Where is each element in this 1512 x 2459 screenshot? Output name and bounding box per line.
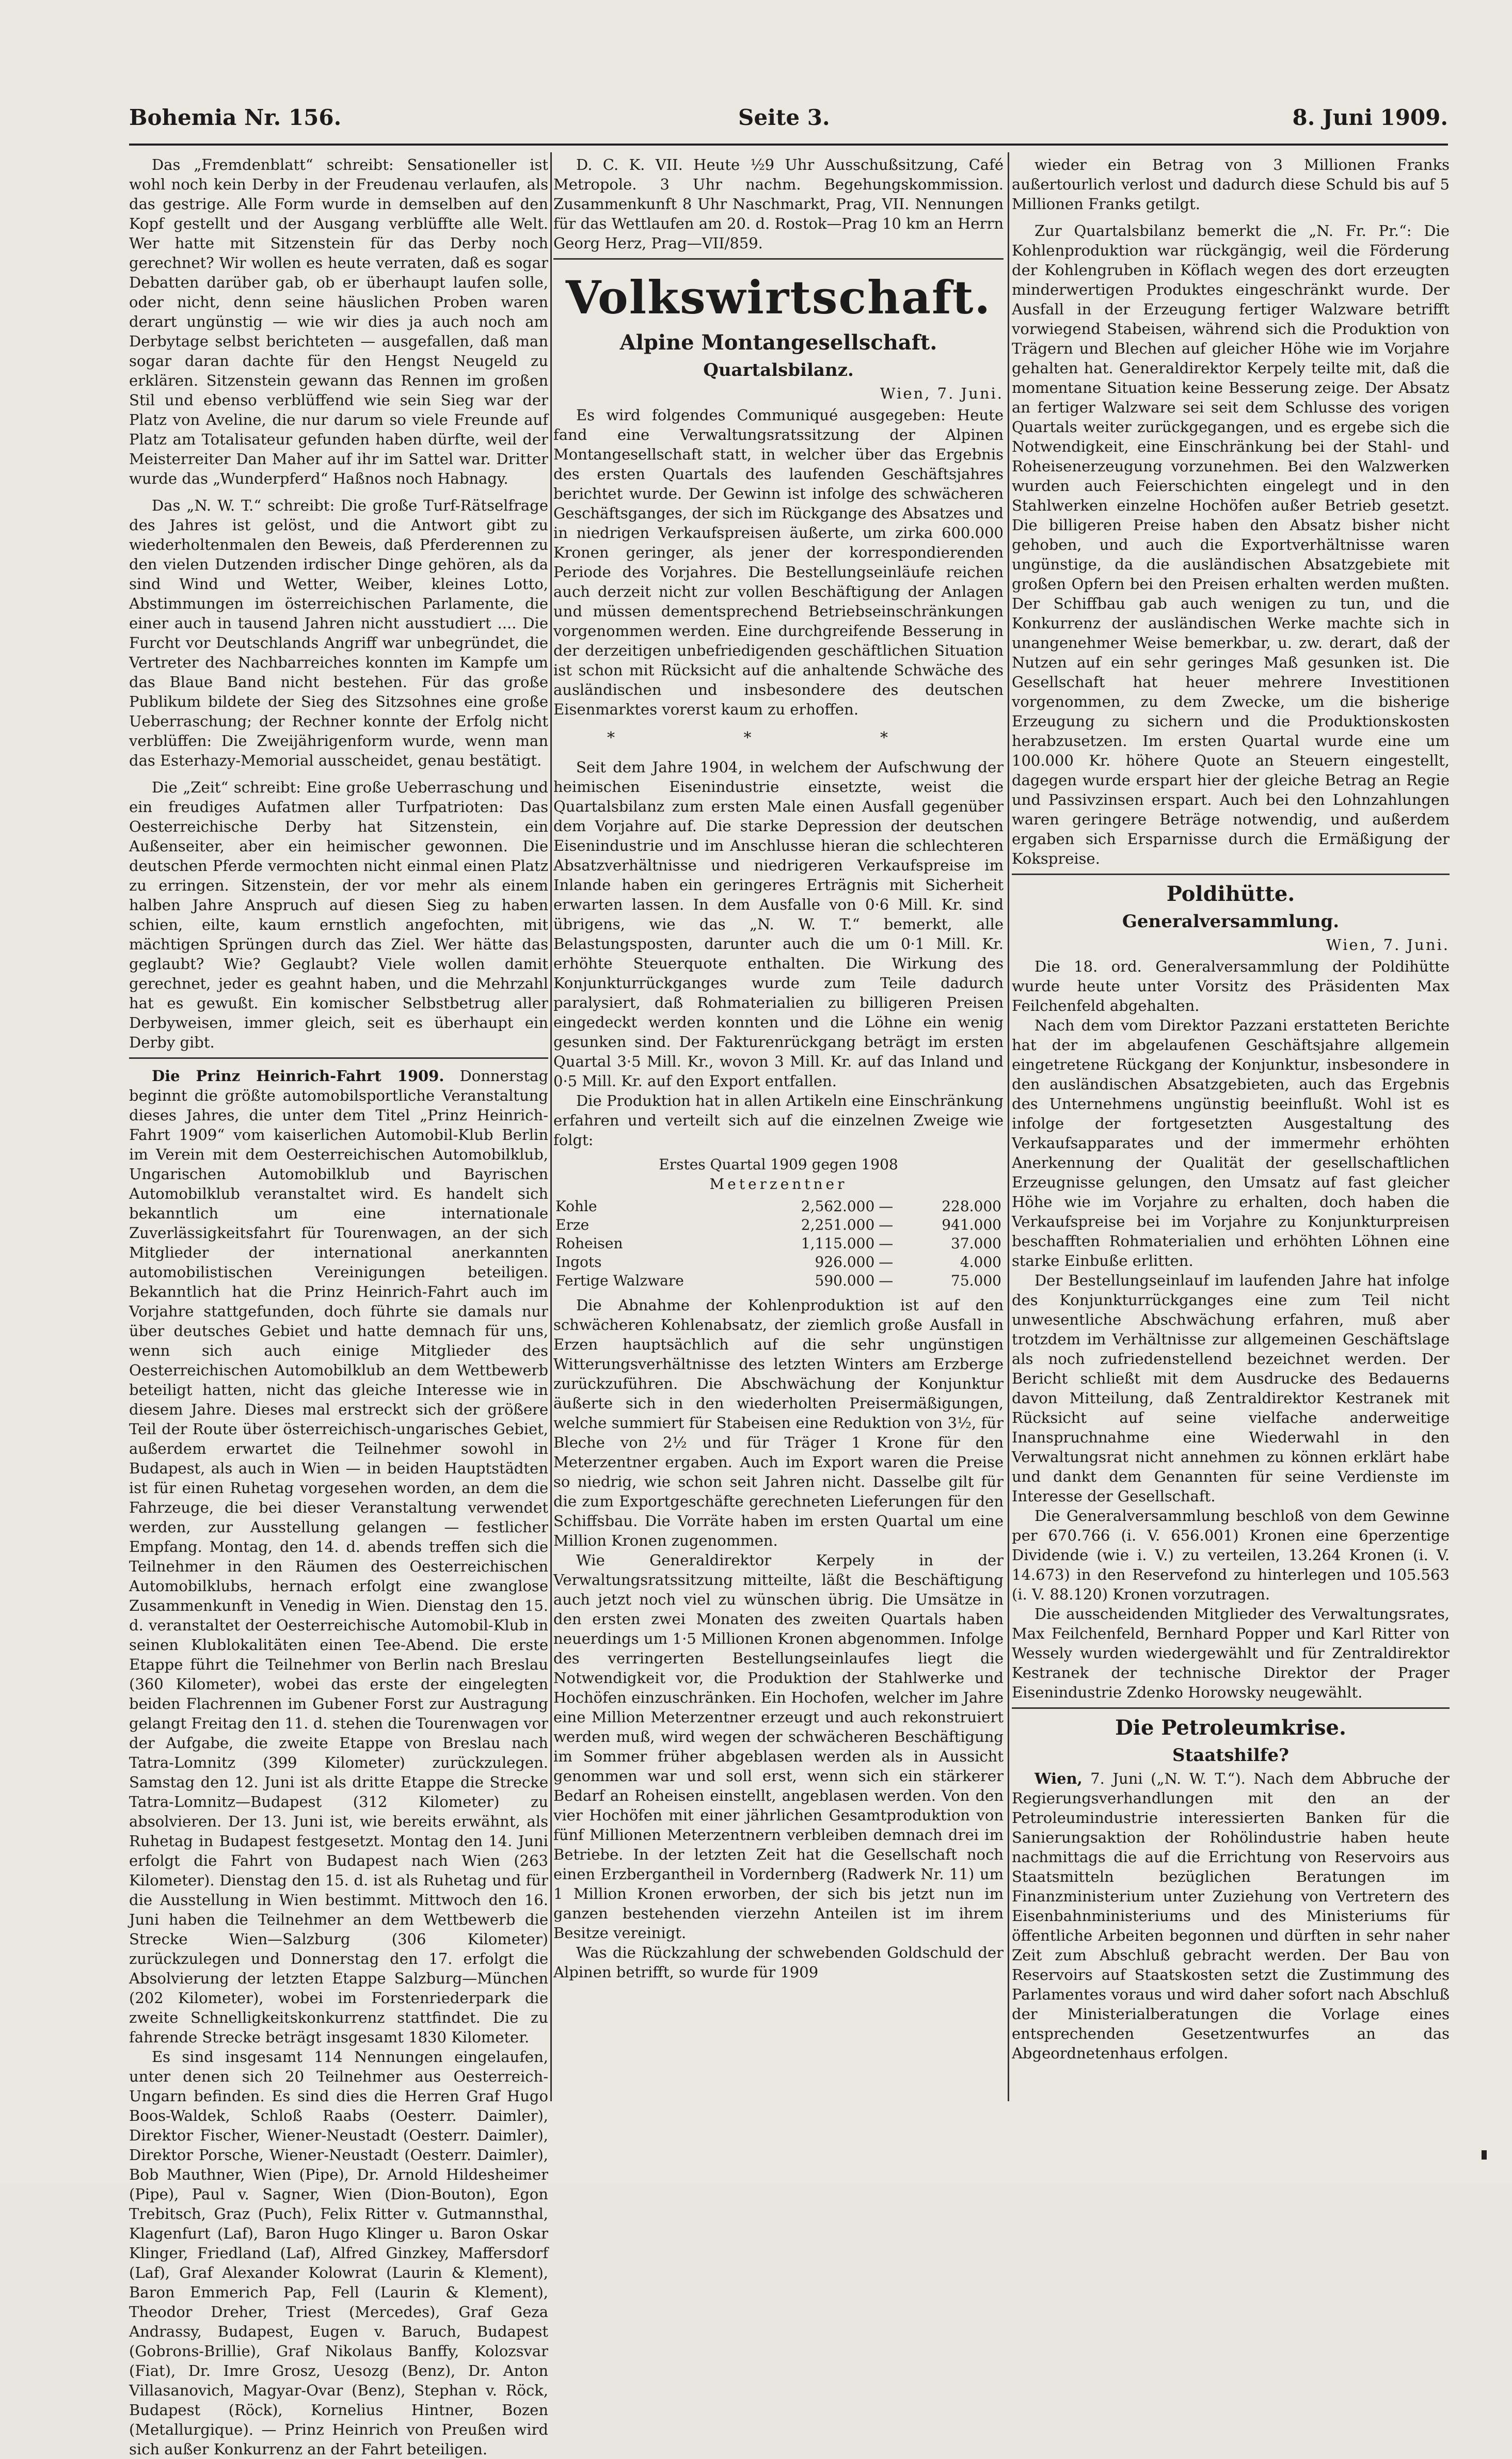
headline-poldihuette: Poldihütte. [1166, 882, 1295, 906]
alpine-production-intro: Die Produktion hat in allen Artikeln eine Einschränkung erfahren und verteilt sich auf die einzelnen Zweige wie folgt: [553, 1092, 1004, 1149]
poldi-p1: Die 18. ord. Generalversammlung der Poldihütte wurde heute unter Vorsitz des Präsidenten Max Feilchenfeld abgehalten. [1012, 958, 1450, 1014]
row-diff: 37.000 [951, 1235, 1001, 1252]
article-prinz-heinrich [129, 1066, 548, 2047]
section-title-volkswirtschaft: Volkswirtschaft. [565, 271, 992, 324]
column-divider-1 [550, 152, 552, 2101]
row-dash: — [879, 1198, 894, 1215]
alpine-nfp: Zur Quartalsbilanz bemerkt die „N. Fr. Pr.“: Die Kohlenproduktion war rückgängig, weil die Förderung der Kohlengruben in Köflach wegen des dort erzeugten minderwertigen Produktes eingeschränkt wurde. Der Ausfall in der Erzeugung fertiger Walzware betrifft vorwiegend Stabeisen, während sich die Produktion von Trägern und Blechen auf gleicher Höhe wie im Vorjahre gehalten hat. Generaldirektor Kerpely teilte mit, daß die momentane Situation keine Besserung zeige. Der Absatz an fertiger Walzware sei seit dem Schlusse des vorigen Quartals weiter zurückgegangen, und es ergebe sich die Notwendigkeit, eine Einschränkung bei der Stahl- und Roheisenerzeugung vorzunehmen. Bei den Walzwerken wurden auch Feierschichten eingelegt und in den Stahlwerken einzelne Hochöfen außer Betrieb gesetzt. Die billigeren Preise haben den Absatz bisher nicht gehoben, und auch die Exportverhältnisse waren ungünstige, da die ausländischen Absatzgebiete mit großen Opfern bei den Preisen erhalten werden mußten. Der Schiffbau gab auch wenigen zu tun, und die Konkurrenz der ausländischen Werke machte sich in unangenehmer Weise bemerkbar, u. zw. derart, daß der Nutzen auf ein sehr geringes Maß gesunken ist. Die Gesellschaft hat heuer mehrere Investitionen vorgenommen, zu dem Zwecke, um die bisherige Erzeugung zu sichern und die Produktionskosten herabzusetzen. Im ersten Quartal wurde eine um 100.000 Kr. höhere Quote an Steuern eingestellt, dagegen wurde erspart hier der gleiche Betrag an Regie und Passivzinsen erspart. Auch bei den Lohnzahlungen waren geringere Beträge notwendig, und außerdem ergaben sich Ersparnisse durch die Ermäßigung der Kokspreise. [1012, 222, 1450, 867]
production-table-header: Erstes Quartal 1909 gegen 1908 [659, 1156, 898, 1173]
row-diff: 228.000 [942, 1198, 1001, 1215]
row-dash: — [879, 1235, 894, 1252]
row-value: 2,251.000 [801, 1216, 875, 1233]
column-1 [129, 155, 549, 2458]
table-row [553, 1216, 1004, 1234]
row-dash: — [879, 1272, 894, 1289]
article-fremdenblatt: Das „Fremdenblatt“ schreibt: Sensationeller ist wohl noch kein Derby in der Freudenau verlaufen, als das gestrige. Alle Form wurde in demselben auf den Kopf gestellt und der Ausgang verblüffte alle Welt. Wer hatte mit Sitzenstein für das Derby noch gerechnet? Wir wollen es heute verraten, daß es sogar Debatten darüber gab, ob er überhaupt laufen solle, oder nicht, denn seine häuslichen Proben waren derart ungünstig — wie wir dies ja auch noch am Derbytage selbst berichteten — ausgefallen, daß man sogar daran dachte für den Hengst Neugeld zu erklären. Sitzenstein gewann das Rennen im großen Stil und ebenso verblüffend wie sein Sieg war der Platz von Aveline, die nur darum so viele Freunde auf Platz am Totalisateur gefunden haben dürfte, weil der Meisterreiter Dan Maher auf ihr im Sattel war. Dritter wurde das „Wunderpferd“ Haßnos noch Habnagy. [129, 156, 548, 487]
production-table-unit: Meterzentner [709, 1176, 848, 1193]
petroleum-p1 [1012, 1769, 1450, 2063]
article-prinz-heinrich-headline: Die Prinz Heinrich-Fahrt 1909. [152, 1067, 444, 1085]
article-zeit: Die „Zeit“ schreibt: Eine große Ueberraschung und ein freudiges Aufatmen aller Turfpatrioten: Das Oesterreichische Derby hat Sitzenstein, ein Außenseiter, aber ein heimischer gewonnen. Die deutschen Pferde vermochten nicht einmal einen Platz zu erringen. Sitzenstein, der vor mehr als einem halben Jahre Anspruch auf diesen Sieg zu haben schien, eilte, kaum ernstlich angefochten, mit mächtigen Sprüngen durch das Ziel. Wer hätte das geglaubt? Wie? Geglaubt? Viele wollen damit gerechnet, jeder es geahnt haben, und die Mehrzahl hat es gewußt. Ein komischer Selbstbetrug aller Derbyweisen, immer gleich, seit es überhaupt ein Derby gibt. [129, 779, 548, 1051]
article-nennungen: Es sind insgesamt 114 Nennungen eingelaufen, unter denen sich 20 Teilnehmer aus Oesterreich-Ungarn befinden. Es sind dies die Herren Graf Hugo Boos-Waldek, Schloß Raabs (Oesterr. Daimler), Direktor Fischer, Wiener-Neustadt (Oesterr. Daimler), Direktor Porsche, Wiener-Neustadt (Oesterr. Daimler), Bob Mauthner, Wien (Pipe), Dr. Arnold Hildesheimer (Pipe), Paul v. Sagner, Wien (Dion-Bouton), Egon Trebitsch, Graz (Puch), Felix Ritter v. Gutmannsthal, Klagenfurt (Laf), Baron Hugo Klinger u. Baron Oskar Klinger, Friedland (Laf), Alfred Ginzkey, Maffersdorf (Laf), Graf Alexander Kolowrat (Laurin & Klement), Baron Emmerich Pap, Fell (Laurin & Klement), Theodor Dreher, Triest (Mercedes), Graf Geza Andrassy, Budapest, Eugen v. Baruch, Budapest (Gobrons-Brillie), Graf Nikolaus Banffy, Kolozsvar (Fiat), Dr. Imre Grosz, Uesozg (Benz), Dr. Anton Villasanovich, Magyar-Ovar (Benz), Stephan v. Röck, Budapest (Röck), Kornelius Hintner, Bozen (Metallurgique). — Prinz Heinrich von Preußen wird sich außer Konkurrenz an der Fahrt beteiligen. [129, 2048, 548, 2458]
production-table [553, 1197, 1004, 1290]
column-2 [553, 155, 1004, 2101]
alpine-decline: Die Abnahme der Kohlenproduktion ist auf den schwächeren Kohlenabsatz, der ziemlich große Ausfall in Erzen hauptsächlich auf die sehr ungünstigen Witterungsverhältnisse des letzten Winters am Erzberge zurückzuführen. Die Abschwächung der Konjunktur äußerte sich in den wiederholten Preisermäßigungen, welche summiert für Stabeisen eine Reduktion von 3½, für Bleche von 2½ und für Träger 1 Krone für den Meterzentner ergaben. Auch im Export waren die Preise so niedrig, wie schon seit Jahren nicht. Dasselbe gilt für die zum Exportgeschäfte gerechneten Lieferungen für den Schiffsbau. Die Vorräte haben im ersten Quartal um eine Million Kronen zugenommen. [553, 1296, 1004, 1549]
row-value: 1,115.000 [801, 1235, 875, 1252]
subheadline-staatshilfe: Staatshilfe? [1172, 1745, 1289, 1766]
article-separator [1012, 874, 1450, 875]
petroleum-dateline: Wien, [1034, 1770, 1083, 1787]
row-value: 926.000 [815, 1254, 875, 1271]
row-dash: — [879, 1216, 894, 1233]
poldi-p4: Die Generalversammlung beschloß von dem Gewinne per 670.766 (i. V. 656.001) Kronen eine 6perzentige Dividende (wie i. V.) zu verteilen, 13.264 Kronen (i. V. 14.673) in den Reservefond zu hinterlegen und 105.563 (i. V. 88.120) Kronen vorzutragen. [1012, 1507, 1450, 1603]
table-row [553, 1253, 1004, 1272]
alpine-communique: Es wird folgendes Communiqué ausgegeben: Heute fand eine Verwaltungsratssitzung der Alpinen Montangesellschaft statt, in welcher über das Ergebnis des ersten Quartals des laufenden Geschäftsjahres berichtet wurde. Der Gewinn ist infolge des schwächeren Geschäftsganges, der sich im Rückgange des Absatzes und in niedrigen Verkaufspreisen äußerte, um zirka 600.000 Kronen geringer, als jener der korrespondierenden Periode des Vorjahres. Die Bestellungseinläufe reichen auch derzeit nicht zur vollen Beschäftigung der Anlagen und müssen dementsprechend Betriebseinschränkungen vorgenommen werden. Eine durchgreifende Besserung in der derzeitigen unbefriedigenden geschäftlichen Situation ist schon mit Rücksicht auf die anhaltende Schwäche des ausländischen und insbesondere des deutschen Eisenmarktes vorerst kaum zu erhoffen. [553, 406, 1004, 718]
row-diff: 941.000 [942, 1216, 1001, 1233]
section-stars: * * * [607, 729, 950, 747]
poldi-p5: Die ausscheidenden Mitglieder des Verwaltungsrates, Max Feilchenfeld, Bernhard Popper und Karl Ritter von Wessely wurden wiedergewählt und für Zentraldirektor Kestranek der technische Direktor der Prager Eisenindustrie Zdenko Horowsky neugewählt. [1012, 1605, 1450, 1701]
row-diff: 4.000 [960, 1254, 1001, 1271]
page-header [129, 101, 1448, 137]
table-row [553, 1272, 1004, 1290]
alpine-analysis: Seit dem Jahre 1904, in welchem der Aufschwung der heimischen Eisenindustrie einsetzte, weist die Quartalsbilanz zum ersten Male einen Ausfall gegenüber dem Vorjahre auf. Die starke Depression der deutschen Eisenindustrie und im Anschlusse hieran die schlechteren Absatzverhältnisse und niedrigeren Verkaufspreise im Inlande haben ein geringeres Erträgnis mit Sicherheit erwarten lassen. In dem Ausfalle von 0·6 Mill. Kr. sind übrigens, wie das „N. W. T.“ bemerkt, alle Belastungsposten, darunter auch die um 0·1 Mill. Kr. erhöhte Steuerquote enthalten. Die Wirkung des Konjunkturrückganges wurde zum Teile dadurch paralysiert, daß Rohmaterialien zu billigeren Preisen eingedeckt werden konnten und die Löhne ein wenig gesunken sind. Der Fakturenrückgang beträgt im ersten Quartal 3·5 Mill. Kr., wovon 3 Mill. Kr. auf das Inland und 0·5 Mill. Kr. auf den Export entfallen. [553, 758, 1004, 1090]
headline-alpine: Alpine Montangesellschaft. [619, 330, 937, 355]
dateline-poldi: Wien, 7. Juni. [1326, 936, 1450, 954]
column-3 [1012, 155, 1450, 2101]
article-nwt: Das „N. W. T.“ schreibt: Die große Turf-Rätselfrage des Jahres ist gelöst, und die Antwort gibt zu wiederholtenmalen den Beweis, daß Pferderennen zu den vielen Dutzenden irdischer Dinge gehören, als da sind Wind und Wetter, Weiber, kleines Lotto, Abstimmungen im österreichischen Parlamente, die einer auch in tausend Jahren nicht ausstudiert .... Die Furcht vor Deutschlands Angriff war unbegründet, die Vertreter des Nachbarreiches konnten im Kampfe um das Blaue Band nicht bestehen. Für das große Publikum bildete der Sieg des Sitzsohnes eine große Ueberraschung; der Rechner konnte der Erfolg nicht verblüffen: Die Zweijährigenform wurde, wenn man das Esterhazy-Memorial ausscheidet, genau bestätigt. [129, 497, 548, 769]
print-mark [1482, 2150, 1487, 2160]
poldi-p2: Nach dem vom Direktor Pazzani erstatteten Berichte hat der im abgelaufenen Geschäftsjahre allgemein eingetretene Rückgang der Konjunktur, insbesondere in den ausländischen Absatzgebieten, auch das Ergebnis des Unternehmens ungünstig beeinflußt. Wohl ist es infolge der fortgesetzten Ausgestaltung des Verkaufsapparates und der immermehr erhöhten Anerkennung der Qualität der gesellschaftlichen Erzeugnisse gelungen, den Umsatz auf fast gleicher Höhe wie im Vorjahre zu erhalten, doch haben die Verkaufspreise bei im Vorjahre zu Konjunkturpreisen beschafften Rohmaterialien und erhöhten Löhnen eine starke Einbuße erlitten. [1012, 1017, 1450, 1270]
row-diff: 75.000 [951, 1272, 1001, 1289]
alpine-goldschuld-cont: wieder ein Betrag von 3 Millionen Franks außertourlich verlost und dadurch diese Schuld bis auf 5 Millionen Franks getilgt. [1012, 156, 1450, 213]
row-item: Erze [555, 1216, 590, 1233]
row-item: Ingots [555, 1254, 602, 1271]
table-row [553, 1234, 1004, 1253]
headline-petroleumkrise: Die Petroleumkrise. [1115, 1716, 1346, 1740]
subheadline-quartalsbilanz: Quartalsbilanz. [703, 360, 854, 380]
article-prinz-heinrich-body: Donnerstag beginnt die größte automobilsportliche Veranstaltung dieses Jahres, die unter dem Titel „Prinz Heinrich-Fahrt 1909“ vom kaiserlichen Automobil-Klub Berlin im Verein mit dem Oesterreichischen Automobilklub, Ungarischen Automobilklub und Bayrischen Automobilklub veranstaltet wird. Es handelt sich bekanntlich um eine internationale Zuverlässigkeitsfahrt für Tourenwagen, an der sich Mitglieder der international anerkannten automobilistischen Vereinigungen beteiligen. Bekanntlich hat die Prinz Heinrich-Fahrt auch im Vorjahre stattgefunden, doch führte sie damals nur über deutsches Gebiet und hatte demnach für uns, wenn sich auch einige Mitglieder des Oesterreichischen Automobilklub an dem Wettbewerb beteiligt hatten, nicht das gleiche Interesse wie in diesem Jahre. Dieses mal erstreckt sich der größere Teil der Route über österreichisch-ungarisches Gebiet, außerdem erwartet die Teilnehmer sowohl in Budapest, als auch in Wien — in beiden Hauptstädten ist für einen Ruhetag vorgesehen worden, an dem die Fahrzeuge, die bei dieser Veranstaltung verwendet werden, zur Ausstellung gelangen — festlicher Empfang. Montag, den 14. d. abends treffen sich die Teilnehmer in den Räumen des Oesterreichischen Automobilklubs, hernach erfolgt eine zwanglose Zusammenkunft in Venedig in Wien. Dienstag den 15. d. veranstaltet der Oesterreichische Automobil-Klub in seinen Klublokalitäten einen Tee-Abend. Die erste Etappe führt die Teilnehmer von Berlin nach Breslau (360 Kilometer), wobei das erste der eingelegten beiden Flachrennen im Gubener Forst zur Austragung gelangt Freitag den 11. d. stehen die Tourenwagen vor der Aufgabe, die zweite Etappe von Breslau nach Tatra-Lomnitz (399 Kilometer) zurückzulegen. Samstag den 12. Juni ist als dritte Etappe die Strecke Tatra-Lomnitz—Budapest (312 Kilometer) zu absolvieren. Der 13. Juni ist, wie bereits erwähnt, als Ruhetag in Budapest festgesetzt. Montag den 14. Juni erfolgt die Fahrt von Budapest nach Wien (263 Kilometer). Dienstag den 15. d. ist als Ruhetag und für die Ausstellung in Wien bestimmt. Mittwoch den 16. Juni haben die Teilnehmer an dem Wettbewerb die Strecke Wien—Salzburg (306 Kilometer) zurückzulegen und Donnerstag den 17. erfolgt die Absolvierung der letzten Etappe Salzburg—München (202 Kilometer), wobei im Forstenriederpark die zweite Schnelligkeitskonkurrenz stattfindet. Die zu fahrende Strecke beträgt insgesamt 1830 Kilometer. [129, 1067, 549, 2046]
club-notice: D. C. K. VII. Heute ½9 Uhr Ausschußsitzung, Café Metropole. 3 Uhr nachm. Begehungskommission. Zusammenkunft 8 Uhr Naschmarkt, Prag, VII. Nennungen für das Wettlaufen am 20. d. Rostok—Prag 10 km an Herrn Georg Herz, Prag—VII/859. [553, 156, 1004, 252]
table-row [553, 1197, 1004, 1216]
row-item: Kohle [555, 1198, 597, 1215]
alpine-goldschuld: Was die Rückzahlung der schwebenden Goldschuld der Alpinen betrifft, so wurde für 1909 [553, 1944, 1004, 1981]
row-item: Roheisen [555, 1235, 623, 1252]
subheadline-generalversammlung: Generalversammlung. [1122, 911, 1340, 932]
header-page-number: Seite 3. [738, 105, 830, 130]
row-dash: — [879, 1254, 894, 1271]
header-rule [129, 144, 1448, 146]
column-divider-2 [1008, 152, 1009, 2101]
petroleum-body: 7. Juni („N. W. T.“). Nach dem Abbruche der Regierungsverhandlungen mit den an der Petroleumindustrie interessierten Banken für die Sanierungsaktion der Rohölindustrie haben heute nachmittags die auf die Errichtung von Reservoirs aus Staatsmitteln bezüglichen Beratungen im Finanzministerium unter Zuziehung von Vertretern des Eisenbahnministeriums und des Ministeriums für öffentliche Arbeiten begonnen und dürften in sehr naher Zeit zum Abschluß gebracht werden. Der Bau von Reservoirs auf Staatskosten setzt die Zustimmung des Parlamentes voraus und wird daher sofort nach Abschluß der Ministerialberatungen die Vorlage eines entsprechenden Gesetzentwurfes an das Abgeordnetenhaus erfolgen. [1012, 1770, 1450, 2062]
alpine-kerpely: Wie Generaldirektor Kerpely in der Verwaltungsratssitzung mitteilte, läßt die Beschäftigung auch jetzt noch viel zu wünschen übrig. Die Umsätze in den ersten zwei Monaten des zweiten Quartals haben neuerdings um 1·5 Millionen Kronen abgenommen. Infolge des verringerten Bestellungseinlaufes liegt die Notwendigkeit vor, die Produktion der Stahlwerke und Hochöfen einzuschränken. Ein Hochofen, welcher im Jahre eine Million Meterzentner erzeugt und auch rekonstruiert werden muß, wird wegen der schwächeren Beschäftigung im Sommer früher abgeblasen werden als in Aussicht genommen war und soll erst, wenn sich ein stärkerer Bedarf an Roheisen einstellt, angeblasen werden. Von den vier Hochöfen mit einer jährlichen Gesamtproduktion von fünf Millionen Meterzentnern verbleiben demnach drei im Betriebe. In der letzten Zeit hat die Gesellschaft noch einen Erzbergantheil in Vordernberg (Radwerk Nr. 11) um 1 Million Kronen erworben, der sich bis jetzt nun im ganzen bestehenden vierzehn Anteilen ist im ihrem Besitze vereinigt. [553, 1551, 1004, 1942]
article-separator [1012, 1707, 1450, 1709]
header-date: 8. Juni 1909. [1292, 105, 1448, 130]
dateline-alpine: Wien, 7. Juni. [880, 385, 1004, 402]
poldi-p3: Der Bestellungseinlauf im laufenden Jahre hat infolge des Konjunkturrückganges eine zum Teil nicht unwesentliche Abschwächung erfahren, muß aber trotzdem im Verhältnisse zur allgemeinen Geschäftslage als noch zufriedenstellend bezeichnet werden. Der Bericht schließt mit dem Ausdrucke des Bedauerns davon Mitteilung, daß Zentraldirektor Kestranek mit Rücksicht auf seine vielfache anderweitige Inanspruchnahme eine Wiederwahl in den Verwaltungsrat nicht annehmen zu können erklärt habe und dankt dem Genannten für seine Verdienste im Interesse der Gesellschaft. [1012, 1272, 1450, 1505]
row-value: 2,562.000 [801, 1198, 875, 1215]
header-masthead: Bohemia Nr. 156. [129, 105, 342, 130]
notice-separator [553, 258, 1004, 260]
row-item: Fertige Walzware [555, 1272, 684, 1289]
article-separator [129, 1057, 548, 1059]
row-value: 590.000 [815, 1272, 875, 1289]
